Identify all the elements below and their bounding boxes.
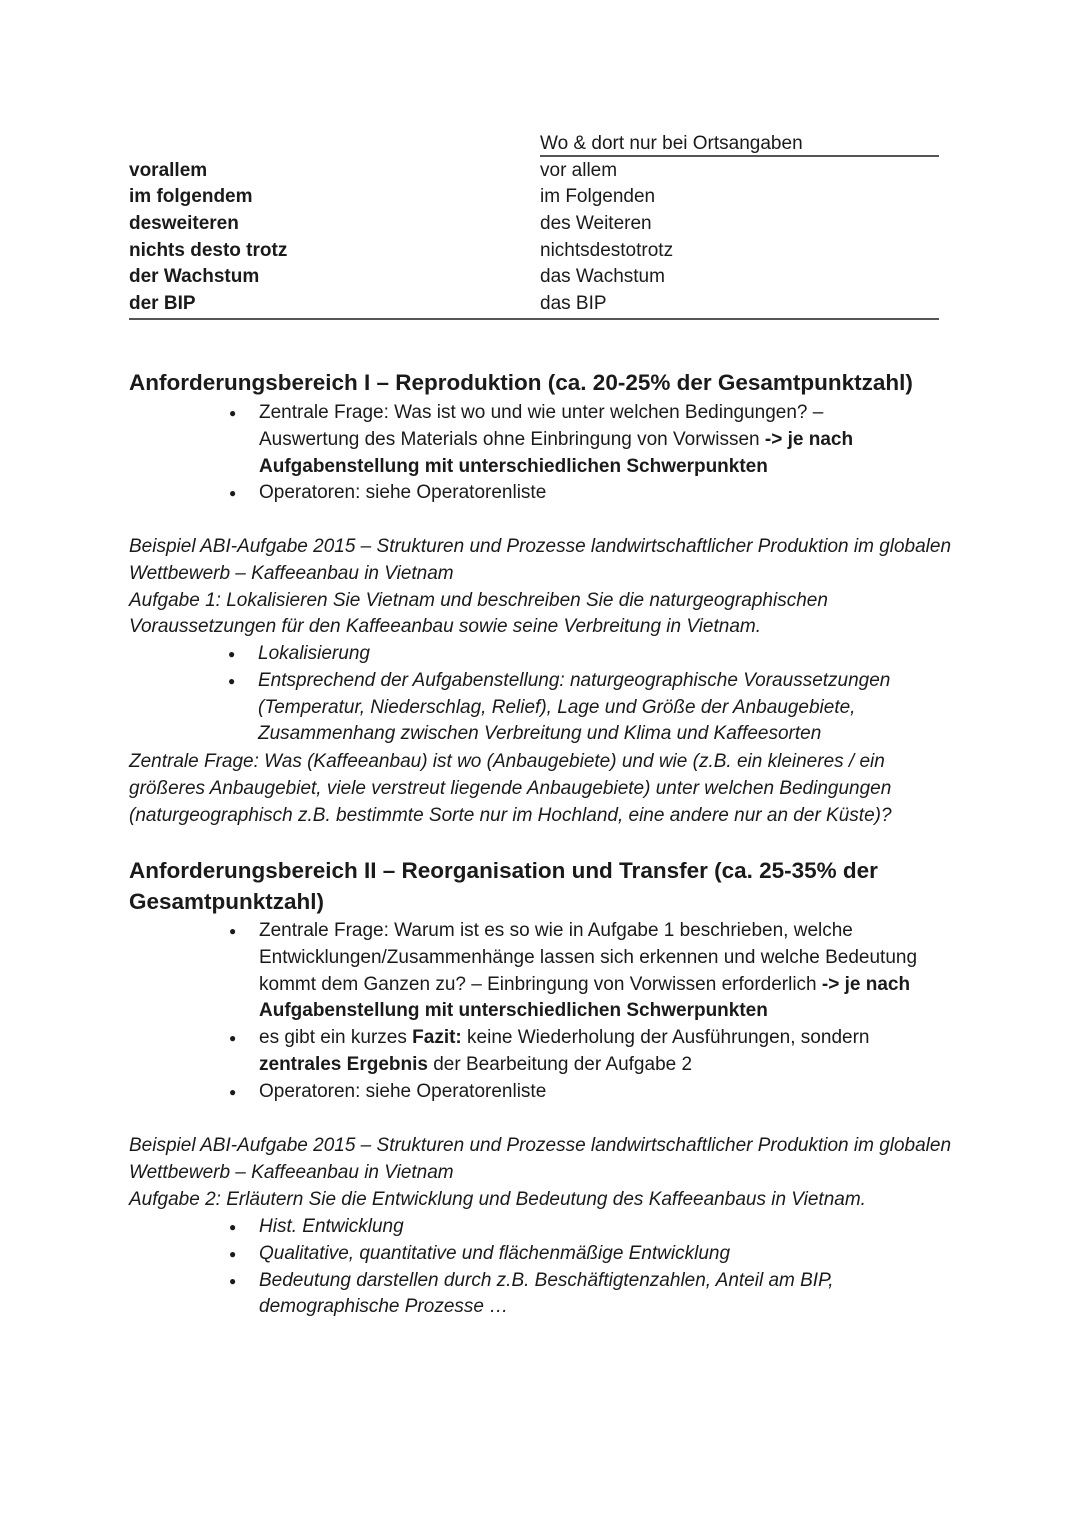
list-item <box>229 400 919 480</box>
bullet-text: keine Wiederholung der Ausführungen, sondern <box>461 1027 870 1049</box>
correct-term: vor allem <box>540 159 618 181</box>
table-row <box>129 184 939 211</box>
section-2-bullets <box>229 918 954 1106</box>
correction-table <box>129 131 939 318</box>
bullet-text: Operatoren: siehe Operatorenliste <box>259 1080 547 1102</box>
example-task: Aufgabe 2: Erläutern Sie die Entwicklung und Bedeutung des Kaffeeanbaus in Vietnam. <box>129 1188 866 1210</box>
table-bottom-rule <box>129 318 939 320</box>
example-title: Beispiel ABI-Aufgabe 2015 – Strukturen und Prozesse landwirtschaftlicher Produktion im globalen Wettbewerb – Kaffeeanbau in Vietnam <box>129 536 952 584</box>
correct-term: im Folgenden <box>540 186 656 208</box>
list-item <box>229 1079 954 1106</box>
example-task: Aufgabe 1: Lokalisieren Sie Vietnam und beschreiben Sie die naturgeographischen Voraussetzungen für den Kaffeeanbau sowie seine Verbreitung in Vietnam. <box>129 589 828 638</box>
example-1 <box>129 534 959 641</box>
list-item <box>229 918 954 1025</box>
central-question-text: Zentrale Frage: Was (Kaffeeanbau) ist wo (Anbaugebiete) und wie (z.B. ein kleineres / ein größeres Anbaugebiet, viele verstreut liegende Anbaugebiete) unter welchen Bedingungen (naturgeographisch z.B. bestimmte Sorte nur im Hochland, eine andere nur an der Küste)? <box>129 751 892 826</box>
correct-term: das Wachstum <box>540 266 665 288</box>
table-header-row <box>129 131 939 158</box>
table-row <box>129 264 939 291</box>
wrong-term: im folgendem <box>129 186 253 208</box>
table-header-rule <box>540 155 939 157</box>
wrong-term: der Wachstum <box>129 266 260 288</box>
section-heading-1: Anforderungsbereich I – Reproduktion (ca. 20-25% der Gesamtpunktzahl) <box>129 370 913 395</box>
wrong-term: der BIP <box>129 293 196 315</box>
example-2-bullets <box>229 1214 929 1321</box>
table-row <box>129 211 939 238</box>
bullet-bold-text: -> je nach Aufgabenstellung mit unterschiedlichen Schwerpunkten <box>259 973 911 1022</box>
correct-term: des Weiteren <box>540 213 652 235</box>
table-row <box>129 158 939 185</box>
example-1-bullets <box>228 641 928 748</box>
bullet-text: es gibt ein kurzes <box>259 1027 413 1049</box>
wrong-term: desweiteren <box>129 213 239 235</box>
wrong-term: nichts desto trotz <box>129 239 288 261</box>
section-heading-2: Anforderungsbereich II – Reorganisation und Transfer (ca. 25-35% der Gesamtpunktzahl) <box>129 858 878 914</box>
list-item: ● Qualitative, quantitative und flächenmäßige Entwicklung <box>229 1241 929 1268</box>
bullet-text: der Bearbeitung der Aufgabe 2 <box>427 1053 693 1075</box>
list-item: ● Hist. Entwicklung <box>229 1214 929 1241</box>
section-1-bullets <box>229 400 919 507</box>
list-item <box>229 480 919 507</box>
wrong-term: vorallem <box>129 159 208 181</box>
central-question-1 <box>129 749 959 829</box>
bullet-bold-text: Fazit: <box>412 1027 462 1049</box>
bullet-text: Zentrale Frage: Was ist wo und wie unter welchen Bedingungen? – Auswertung des Materials ohne Einbringung von Vorwissen <box>259 402 824 450</box>
table-row <box>129 238 939 265</box>
example-title: Beispiel ABI-Aufgabe 2015 – Strukturen und Prozesse landwirtschaftlicher Produktion im globalen Wettbewerb – Kaffeeanbau in Vietnam <box>129 1135 952 1183</box>
bullet-text: Operatoren: siehe Operatorenliste <box>259 482 547 504</box>
list-item: ● Entsprechend der Aufgabenstellung: naturgeographische Voraussetzungen (Temperatur, Niederschlag, Relief), Lage und Größe der Anbaugebiete, Zusammenhang zwischen Verbreitung und Klima und Kaffeesorten <box>228 668 928 748</box>
list-item: ● Bedeutung darstellen durch z.B. Beschäftigtenzahlen, Anteil am BIP, demographische Prozesse … <box>229 1268 929 1322</box>
table-header-right: Wo & dort nur bei Ortsangaben <box>540 133 803 154</box>
bullet-bold-text: zentrales Ergebnis <box>259 1053 428 1075</box>
correct-term: nichtsdestotrotz <box>540 239 674 261</box>
bullet-text: Zentrale Frage: Warum ist es so wie in Aufgabe 1 beschrieben, welche Entwicklungen/Zusammenhänge lassen sich erkennen und welche Bedeutung kommt dem Ganzen zu? – Einbringung von Vorwissen erforderlich <box>259 920 918 995</box>
correct-term: das BIP <box>540 293 607 315</box>
bullet-bold-text: -> je nach Aufgabenstellung mit unterschiedlichen Schwerpunkten <box>259 428 854 477</box>
table-row <box>129 291 939 318</box>
example-2 <box>129 1133 959 1213</box>
list-item <box>229 1025 954 1079</box>
list-item: ● Lokalisierung <box>228 641 928 668</box>
